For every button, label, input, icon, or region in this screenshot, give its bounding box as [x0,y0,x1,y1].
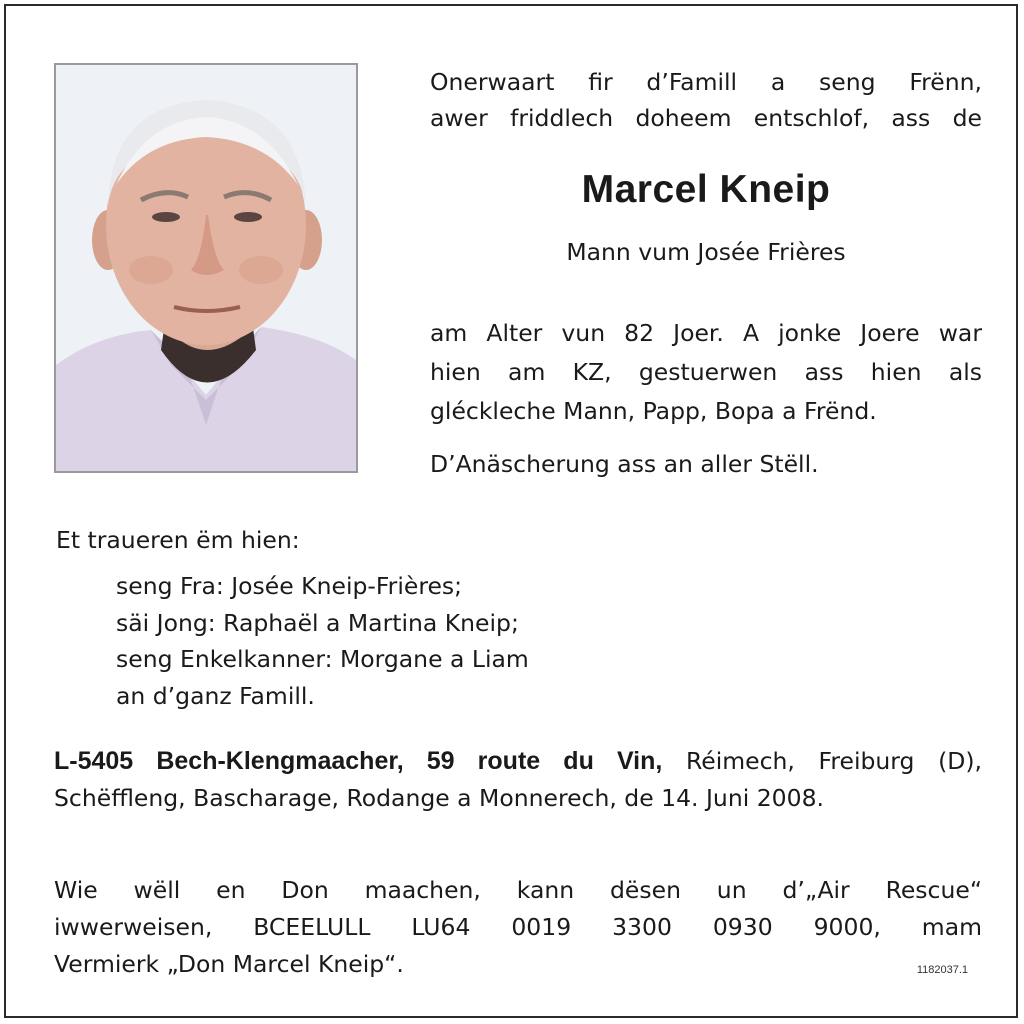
biography-line: hien am KZ, gestuerwen ass hien als [430,358,982,386]
mourner-line: seng Fra: Josée Kneip-Frières; [116,572,463,600]
biography-text [430,314,982,431]
spouse-line: Mann vum Josée Frières [566,238,846,266]
mourner-line: seng Enkelkanner: Morgane a Liam [116,645,529,673]
intro-text [430,64,982,136]
mourners-heading: Et traueren ëm hien: [56,526,300,554]
address-places-date: Réimech, Freiburg (D), Schëffleng, Bascharage, Rodange a Monnerech, de 14. Juni 2008. [54,747,982,812]
donation-line: Wie wëll en Don maachen, kann dësen un d’„Air Rescue“ [54,876,982,904]
reference-number: 1182037.1 [916,964,968,976]
intro-line: awer friddlech doheem entschlof, ass de [430,104,982,132]
donation-paragraph [54,872,982,983]
mourners-list [116,568,529,714]
address-paragraph [54,743,982,817]
address-bold: L-5405 Bech-Klengmaacher, 59 route du Vin, [54,747,663,775]
mourner-line: säi Jong: Raphaël a Martina Kneip; [116,608,519,637]
deceased-name: Marcel Kneip [581,168,831,211]
portrait-photo [54,63,358,473]
donation-line: iwwerweisen, BCEELULL LU64 0019 3300 0930 9000, mam [54,913,982,941]
biography-line: am Alter vun 82 Joer. A jonke Joere war [430,319,982,347]
biography-line: gléckleche Mann, Papp, Bopa a Frënd. [430,397,877,425]
donation-line: Vermierk „Don Marcel Kneip“. [54,950,404,978]
obituary-notice [4,4,1018,1018]
intro-line: Onerwaart fir d’Famill a seng Frënn, [430,68,982,96]
mourner-line: an d’ganz Famill. [116,681,315,710]
cremation-note: D’Anäscherung ass an aller Stëll. [430,450,819,478]
